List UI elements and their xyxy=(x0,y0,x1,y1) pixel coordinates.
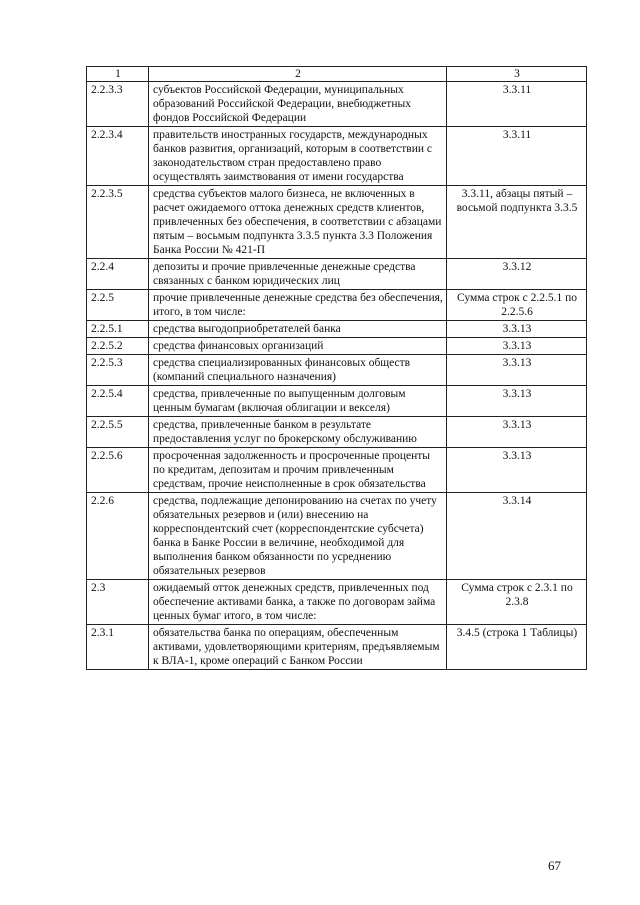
row-code-cell: 2.2.5.2 xyxy=(87,338,149,355)
table-row xyxy=(87,82,587,127)
row-code-cell: 2.2.5.3 xyxy=(87,355,149,386)
row-code-cell: 2.2.4 xyxy=(87,259,149,290)
table-row xyxy=(87,417,587,448)
row-description-cell: обязательства банка по операциям, обеспеченным активами, удовлетворяющими критериям, предъявляемым к ВЛА-1, кроме операций с Банком России xyxy=(149,625,447,670)
row-code-cell: 2.2.3.4 xyxy=(87,127,149,186)
row-reference-cell: 3.3.13 xyxy=(447,321,587,338)
row-description-cell: средства финансовых организаций xyxy=(149,338,447,355)
table-row xyxy=(87,338,587,355)
row-reference-cell: Сумма строк с 2.2.5.1 по 2.2.5.6 xyxy=(447,290,587,321)
row-code-cell: 2.3.1 xyxy=(87,625,149,670)
row-code-cell: 2.2.5.1 xyxy=(87,321,149,338)
table-row xyxy=(87,386,587,417)
row-description-cell: средства, привлеченные по выпущенным долговым ценным бумагам (включая облигации и векселя) xyxy=(149,386,447,417)
row-description-cell: прочие привлеченные денежные средства без обеспечения, итого, в том числе: xyxy=(149,290,447,321)
row-reference-cell: 3.4.5 (строка 1 Таблицы) xyxy=(447,625,587,670)
row-code-cell: 2.2.3.3 xyxy=(87,82,149,127)
table-row xyxy=(87,355,587,386)
row-code-cell: 2.2.3.5 xyxy=(87,186,149,259)
row-description-cell: субъектов Российской Федерации, муниципальных образований Российской Федерации, внебюджетных фондов Российской Федерации xyxy=(149,82,447,127)
row-code-cell: 2.3 xyxy=(87,580,149,625)
row-code-cell: 2.2.5.5 xyxy=(87,417,149,448)
row-code-cell: 2.2.5.4 xyxy=(87,386,149,417)
row-description-cell: просроченная задолженность и просроченные проценты по кредитам, депозитам и прочим привлеченным средствам, прочие неисполненные в срок обязательства xyxy=(149,448,447,493)
row-reference-cell: Сумма строк с 2.3.1 по 2.3.8 xyxy=(447,580,587,625)
page-number: 67 xyxy=(548,858,561,873)
row-reference-cell: 3.3.11 xyxy=(447,127,587,186)
row-description-cell: правительств иностранных государств, международных банков развития, организаций, которым в соответствии с законодательством стран предоставлено право осуществлять заимствования от имени государства xyxy=(149,127,447,186)
row-code-cell: 2.2.5.6 xyxy=(87,448,149,493)
row-description-cell: средства, привлеченные банком в результате предоставления услуг по брокерскому обслуживанию xyxy=(149,417,447,448)
row-code-cell: 2.2.5 xyxy=(87,290,149,321)
row-description-cell: средства, подлежащие депонированию на счетах по учету обязательных резервов и (или) внесению на корреспондентский счет (корреспондентские субсчета) банка в Банке России в величине, необходимой для выполнения банком обязанности по усреднению обязательных резервов xyxy=(149,493,447,580)
row-reference-cell: 3.3.13 xyxy=(447,355,587,386)
row-reference-cell: 3.3.14 xyxy=(447,493,587,580)
row-reference-cell: 3.3.13 xyxy=(447,386,587,417)
table-row xyxy=(87,493,587,580)
table-body xyxy=(87,82,587,670)
table-row xyxy=(87,580,587,625)
row-description-cell: средства выгодоприобретателей банка xyxy=(149,321,447,338)
column-header-1: 1 xyxy=(87,67,149,82)
row-description-cell: средства специализированных финансовых обществ (компаний специального назначения) xyxy=(149,355,447,386)
row-description-cell: средства субъектов малого бизнеса, не включенных в расчет ожидаемого оттока денежных средств клиентов, привлеченных без обеспечения, в соответствии с абзацами пятым – восьмым подпункта 3.3.5 пункта 3.3 Положения Банка России № 421-П xyxy=(149,186,447,259)
column-header-2: 2 xyxy=(149,67,447,82)
column-header-3: 3 xyxy=(447,67,587,82)
row-reference-cell: 3.3.11 xyxy=(447,82,587,127)
table-row xyxy=(87,259,587,290)
row-reference-cell: 3.3.13 xyxy=(447,448,587,493)
table-row xyxy=(87,186,587,259)
row-code-cell: 2.2.6 xyxy=(87,493,149,580)
document-table xyxy=(86,66,587,670)
row-reference-cell: 3.3.13 xyxy=(447,417,587,448)
table-row xyxy=(87,127,587,186)
row-reference-cell: 3.3.13 xyxy=(447,338,587,355)
row-description-cell: ожидаемый отток денежных средств, привлеченных под обеспечение активами банка, а также по договорам займа ценных бумаг итого, в том числе: xyxy=(149,580,447,625)
row-reference-cell: 3.3.12 xyxy=(447,259,587,290)
row-description-cell: депозиты и прочие привлеченные денежные средства связанных с банком юридических лиц xyxy=(149,259,447,290)
row-reference-cell: 3.3.11, абзацы пятый – восьмой подпункта 3.3.5 xyxy=(447,186,587,259)
table-header-row xyxy=(87,67,587,82)
table-row xyxy=(87,321,587,338)
table-row xyxy=(87,625,587,670)
table-row xyxy=(87,448,587,493)
table-row xyxy=(87,290,587,321)
